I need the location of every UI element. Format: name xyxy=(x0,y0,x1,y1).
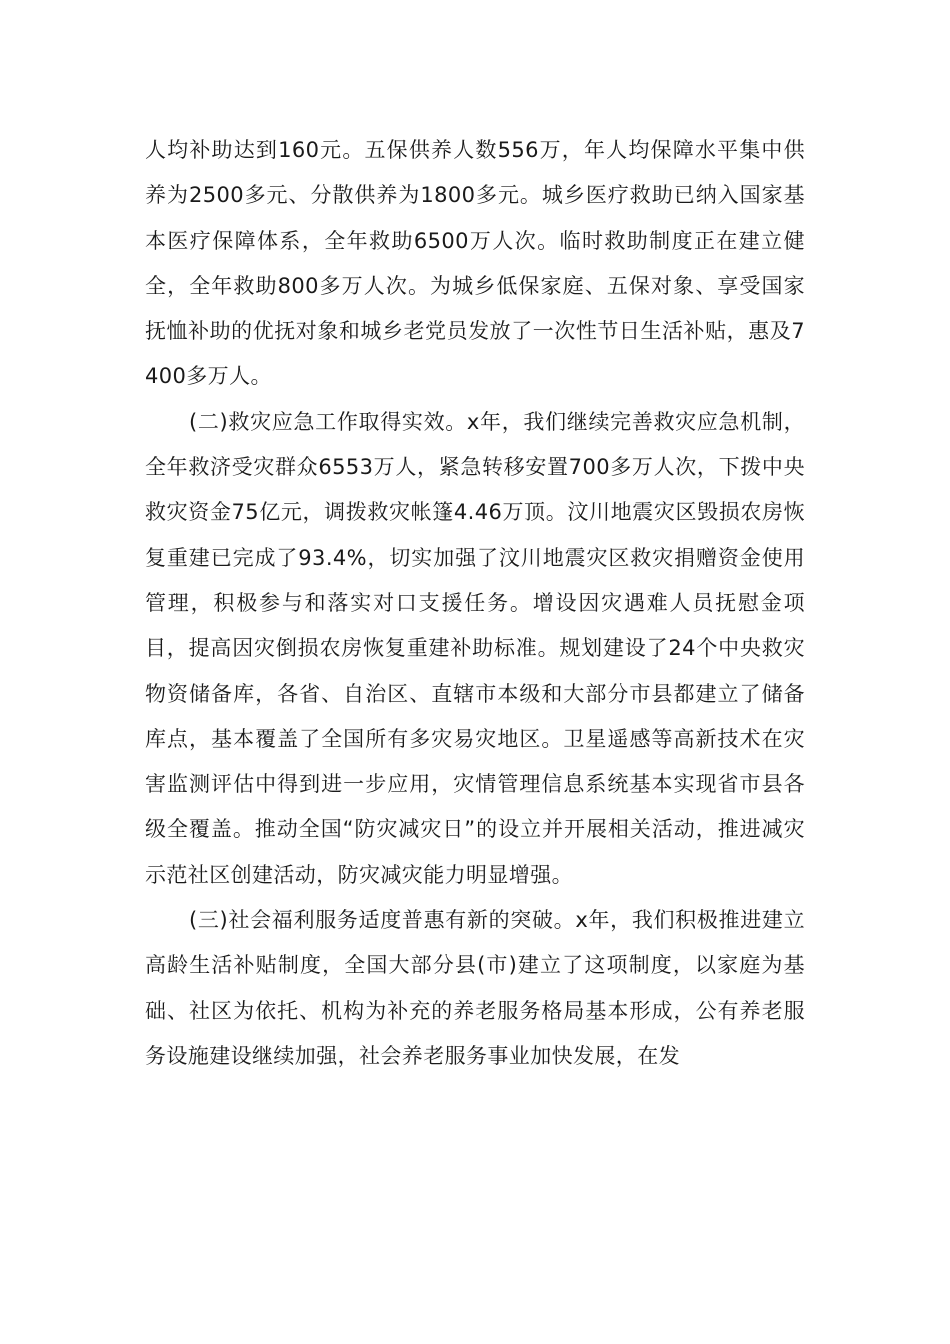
document-body xyxy=(145,128,805,1079)
paragraph-1: 人均补助达到160元。五保供养人数556万，年人均保障水平集中供养为2500多元、分散供养为1800多元。城乡医疗救助已纳入国家基本医疗保障体系，全年救助6500万人次。临时救助制度正在建立健全，全年救助800多万人次。为城乡低保家庭、五保对象、享受国家抚恤补助的优抚对象和城乡老党员发放了一次性节日生活补贴，惠及7400多万人。 xyxy=(145,138,805,389)
paragraph-3: (三)社会福利服务适度普惠有新的突破。x年，我们积极推进建立高龄生活补贴制度，全国大部分县(市)建立了这项制度，以家庭为基础、社区为依托、机构为补充的养老服务格局基本形成，公有养老服务设施建设继续加强，社会养老服务事业加快发展，在发 xyxy=(145,908,805,1068)
paragraph-2: (二)救灾应急工作取得实效。x年，我们继续完善救灾应急机制，全年救济受灾群众6553万人，紧急转移安置700多万人次，下拨中央救灾资金75亿元，调拨救灾帐篷4.46万顶。汶川地震灾区毁损农房恢复重建已完成了93.4%，切实加强了汶川地震灾区救灾捐赠资金使用管理，积极参与和落实对口支援任务。增设因灾遇难人员抚慰金项目，提高因灾倒损农房恢复重建补助标准。规划建设了24个中央救灾物资储备库，各省、自治区、直辖市本级和大部分市县都建立了储备库点，基本覆盖了全国所有多灾易灾地区。卫星遥感等高新技术在灾害监测评估中得到进一步应用，灾情管理信息系统基本实现省市县各级全覆盖。推动全国“防灾减灾日”的设立并开展相关活动，推进减灾示范社区创建活动，防灾减灾能力明显增强。 xyxy=(145,409,805,887)
